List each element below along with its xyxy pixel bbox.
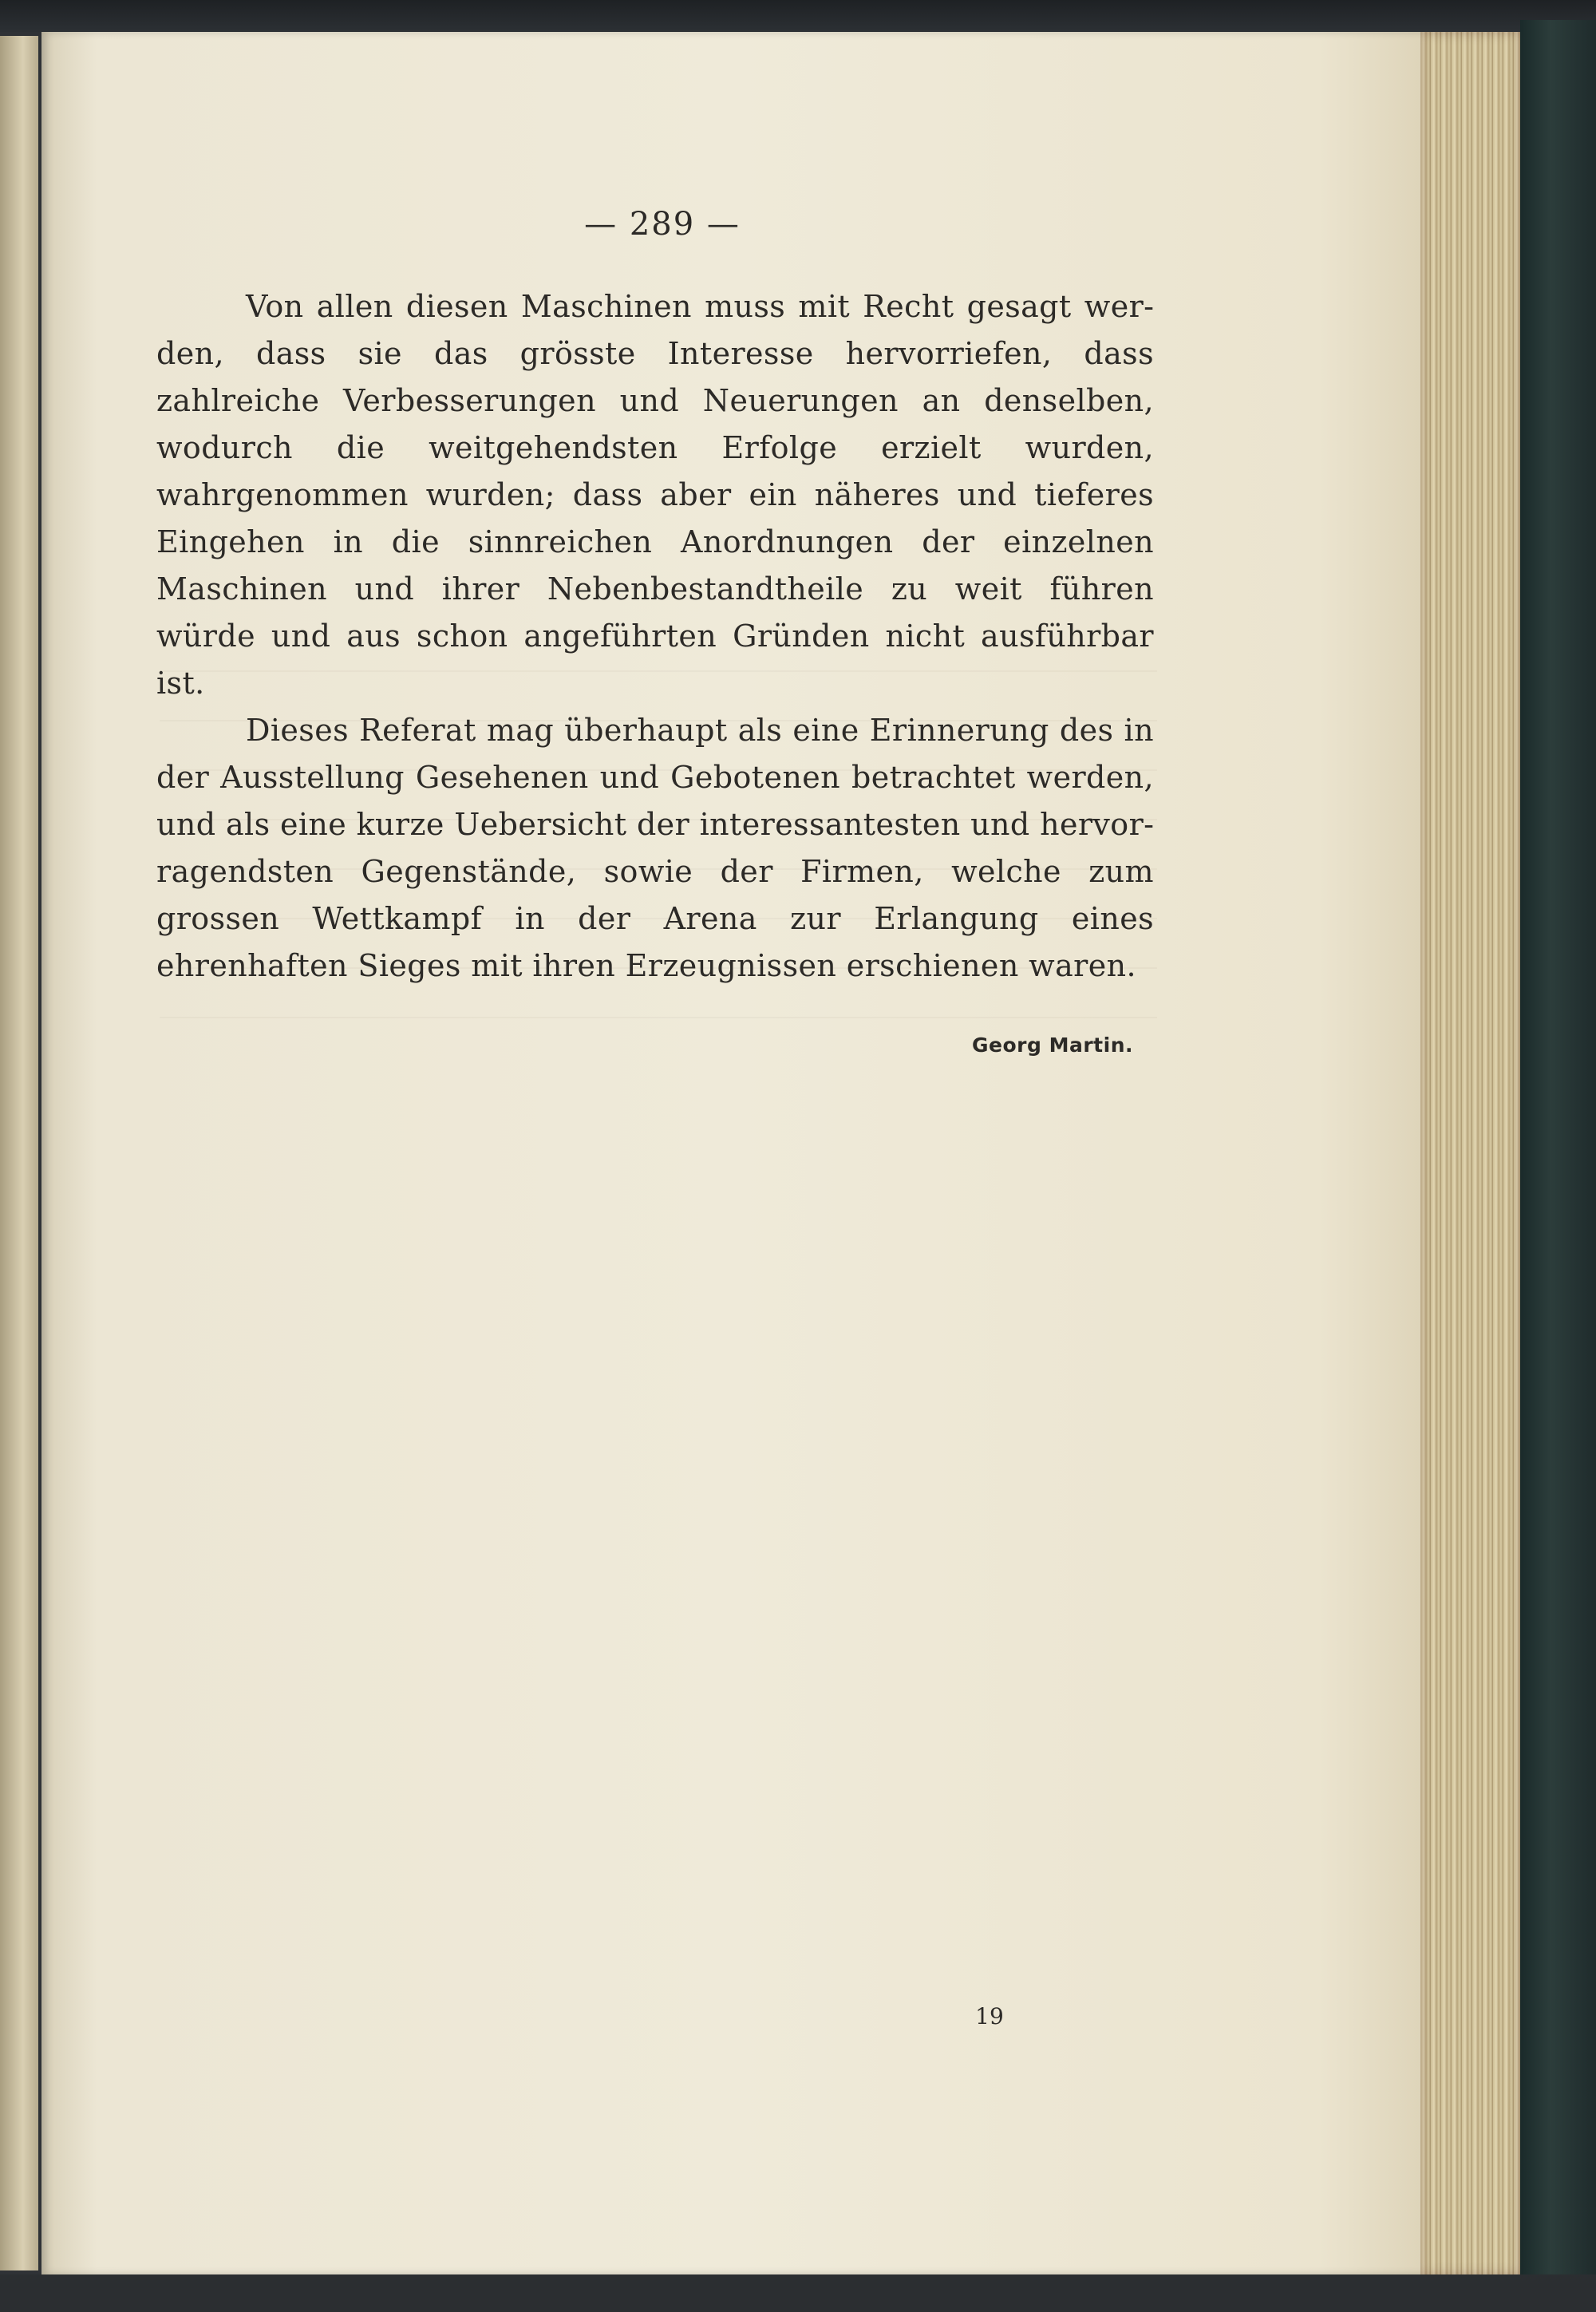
body-text bbox=[156, 283, 1154, 990]
book-cover-edge bbox=[1520, 20, 1596, 2294]
author-signature: Georg Martin. bbox=[972, 1033, 1133, 1057]
paragraph-2: Dieses Referat mag überhaupt als eine Erinnerung des in der Ausstellung Gesehenen und Gebotenen betrachtet werden, und als eine kurze Uebersicht der interessantesten und hervorragendsten Gegenstände, sowie der Firmen, welche zum grossen Wettkampf in der Arena zur Erlangung eines ehrenhaften Sieges mit ihren Erzeugnissen erschienen waren. bbox=[156, 713, 1154, 983]
page-block-edges bbox=[1420, 32, 1520, 2274]
page-number: — 289 — bbox=[584, 206, 741, 243]
facing-page-edge bbox=[0, 36, 38, 2271]
paragraph-1: Von allen diesen Maschinen muss mit Recht gesagt werden, dass sie das grösste Interesse hervorriefen, dass zahlreiche Verbesserungen und Neuerungen an denselben, wodurch die weitgehendsten Erfolge erzielt wurden, wahrgenommen wurden; dass aber ein näheres und tieferes Eingehen in die sinnreichen Anordnungen der einzelnen Maschinen und ihrer Nebenbestandtheile zu weit führen würde und aus schon angeführten Gründen nicht ausführbar ist. bbox=[156, 289, 1154, 701]
scanner-background-bottom bbox=[0, 2274, 1596, 2312]
scanner-background-top bbox=[0, 0, 1596, 32]
sheet-signature-mark: 19 bbox=[975, 2003, 1004, 2029]
